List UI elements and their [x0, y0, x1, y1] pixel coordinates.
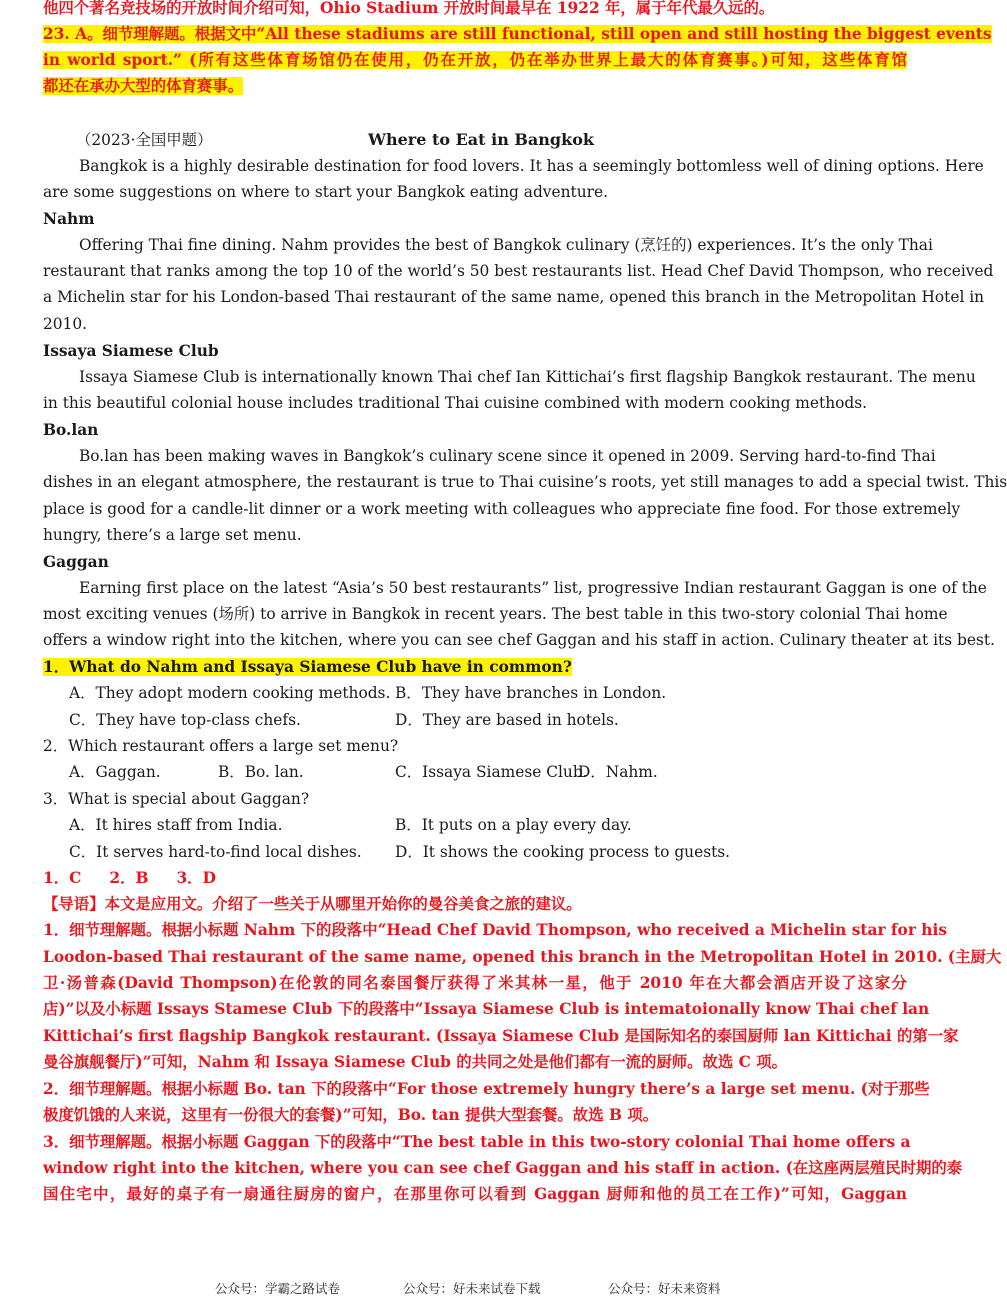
guide-line: 【导语】本文是应用文。介绍了一些关于从哪里开始你的曼谷美食之旅的建议。 [43, 895, 582, 913]
footer-account: 公众号：学霸之路试卷 [215, 1281, 341, 1296]
exam-source: （2023·全国甲题） [76, 131, 213, 149]
option-d: D．Nahm. [578, 763, 658, 781]
explanation-line: window right into the kitchen, where you can see chef Gaggan and his staff in action. (在这座两层殖民时期的泰 [43, 1159, 963, 1177]
paragraph-line: most exciting venues (场所) to arrive in Bangkok in recent years. The best table in this two-story colonial Thai home [43, 605, 948, 623]
prev-answer-line: 他四个著名竞技场的开放时间介绍可知，Ohio Stadium 开放时间最早在 1922 年，属于年代最久远的。 [43, 0, 775, 17]
option-c: C．They have top-class chefs. [69, 711, 301, 729]
paragraph-line: a Michelin star for his London-based Thai restaurant of the same name, opened this branch in the Metropolitan Hotel in [43, 288, 985, 306]
paragraph-line: are some suggestions on where to start your Bangkok eating adventure. [43, 183, 608, 201]
footer-account: 公众号：好未来资料 [608, 1281, 721, 1296]
answer-keys [43, 865, 907, 891]
explanation-line: 极度饥饿的人来说，这里有一份很大的套餐)”可知，Bo. tan 提供大型套餐。故选 B 项。 [43, 1106, 659, 1124]
explanation-line: 卫·汤普森(David Thompson)在伦敦的同名泰国餐厅获得了米其林一星，他于 2010 年在大都会酒店开设了这家分 [43, 974, 907, 992]
paragraph-line: Bo.lan has been making waves in Bangkok’s culinary scene since it opened in 2009. Serving hard-to-find Thai [79, 447, 936, 465]
option-a: A．They adopt modern cooking methods. [69, 684, 391, 702]
answer-key: 1．C [43, 869, 82, 887]
section-heading: Issaya Siamese Club [43, 342, 219, 360]
option-b: B．Bo. lan. [218, 763, 304, 781]
paragraph-line: offers a window right into the kitchen, where you can see chef Gaggan and his staff in action. Culinary theater at its best. [43, 631, 995, 649]
paragraph-line: Earning first place on the latest “Asia’s 50 best restaurants” list, progressive Indian restaurant Gaggan is one of the [79, 579, 987, 597]
paragraph-line: Offering Thai fine dining. Nahm provides the best of Bangkok culinary (烹饪的) experiences. It’s the only Thai [79, 236, 933, 254]
option-d: D．They are based in hotels. [395, 711, 619, 729]
paragraph-line: hungry, there’s a large set menu. [43, 526, 302, 544]
paragraph-line: place is good for a candle-lit dinner or a work meeting with colleagues who appreciate fine food. For those extremely [43, 500, 961, 518]
paragraph-line: in this beautiful colonial house includes traditional Thai cuisine combined with modern cooking methods. [43, 394, 868, 412]
option-d: D．It shows the cooking process to guests. [395, 843, 731, 861]
explanation-line: Loodon-based Thai restaurant of the same name, opened this branch in the Metropolitan Hotel in 2010. (主厨大 [43, 948, 1002, 966]
paragraph-line: 2010. [43, 315, 88, 333]
footer-account: 公众号：好未来试卷下载 [403, 1281, 541, 1296]
section-heading: Nahm [43, 210, 95, 228]
paragraph-line: Issaya Siamese Club is internationally known Thai chef Ian Kittichai’s first flagship Bangkok restaurant. The menu [79, 368, 976, 386]
prev-answer-line: in world sport.” (所有这些体育场馆仍在使用，仍在开放，仍在举办世界上最大的体育赛事。)可知，这些体育馆 [43, 51, 907, 69]
paragraph-line: Bangkok is a highly desirable destination for food lovers. It has a seemingly bottomless well of dining options. Here [79, 157, 984, 175]
option-c: C．It serves hard-to-find local dishes. [69, 843, 362, 861]
paragraph-line: restaurant that ranks among the top 10 of the world’s 50 best restaurants list. Head Chef David Thompson, who received [43, 262, 994, 280]
explanation-line: 1．细节理解题。根据小标题 Nahm 下的段落中“Head Chef David Thompson, who received a Michelin star for his [43, 921, 947, 939]
question-stem: 1．What do Nahm and Issaya Siamese Club have in common? [43, 658, 572, 676]
option-b: B．It puts on a play every day. [395, 816, 632, 834]
option-c: C．Issaya Siamese Club. [395, 763, 588, 781]
paragraph-line: dishes in an elegant atmosphere, the restaurant is true to Thai cuisine’s roots, yet still manages to add a special twist. This [43, 473, 1007, 491]
explanation-line: 3．细节理解题。根据小标题 Gaggan 下的段落中“The best table in this two-story colonial Thai home offers a [43, 1133, 911, 1151]
passage-title: Where to Eat in Bangkok [368, 130, 594, 149]
answer-key: 2．B [109, 869, 149, 887]
option-a: A．It hires staff from India. [69, 816, 283, 834]
option-b: B．They have branches in London. [395, 684, 667, 702]
section-heading: Bo.lan [43, 421, 99, 439]
explanation-line: Kittichai’s first flagship Bangkok restaurant. (Issaya Siamese Club 是国际知名的泰国厨师 lan Kittichai 的第一家 [43, 1027, 959, 1045]
prev-answer-line: 23. A。细节理解题。根据文中“All these stadiums are still functional, still open and still hosting the biggest events [43, 25, 992, 43]
explanation-line: 2．细节理解题。根据小标题 Bo. tan 下的段落中“For those extremely hungry there’s a large set menu. (对于那些 [43, 1080, 930, 1098]
explanation-line: 曼谷旗舰餐厅)”可知，Nahm 和 Issaya Siamese Club 的共同之处是他们都有一流的厨师。故选 C 项。 [43, 1053, 788, 1071]
question-stem: 3．What is special about Gaggan? [43, 790, 310, 808]
question-stem: 2．Which restaurant offers a large set menu? [43, 737, 399, 755]
answer-key: 3．D [176, 869, 216, 887]
option-a: A．Gaggan. [69, 763, 161, 781]
prev-answer-line: 都还在承办大型的体育赛事。 [43, 77, 244, 95]
explanation-line: 店)”以及小标题 Issays Stamese Club 下的段落中“Issaya Siamese Club is intematoionally know Thai chef lan [43, 1000, 930, 1018]
explanation-line: 国住宅中，最好的桌子有一扇通往厨房的窗户，在那里你可以看到 Gaggan 厨师和他的员工在工作)”可知，Gaggan [43, 1185, 907, 1203]
section-heading: Gaggan [43, 553, 109, 571]
